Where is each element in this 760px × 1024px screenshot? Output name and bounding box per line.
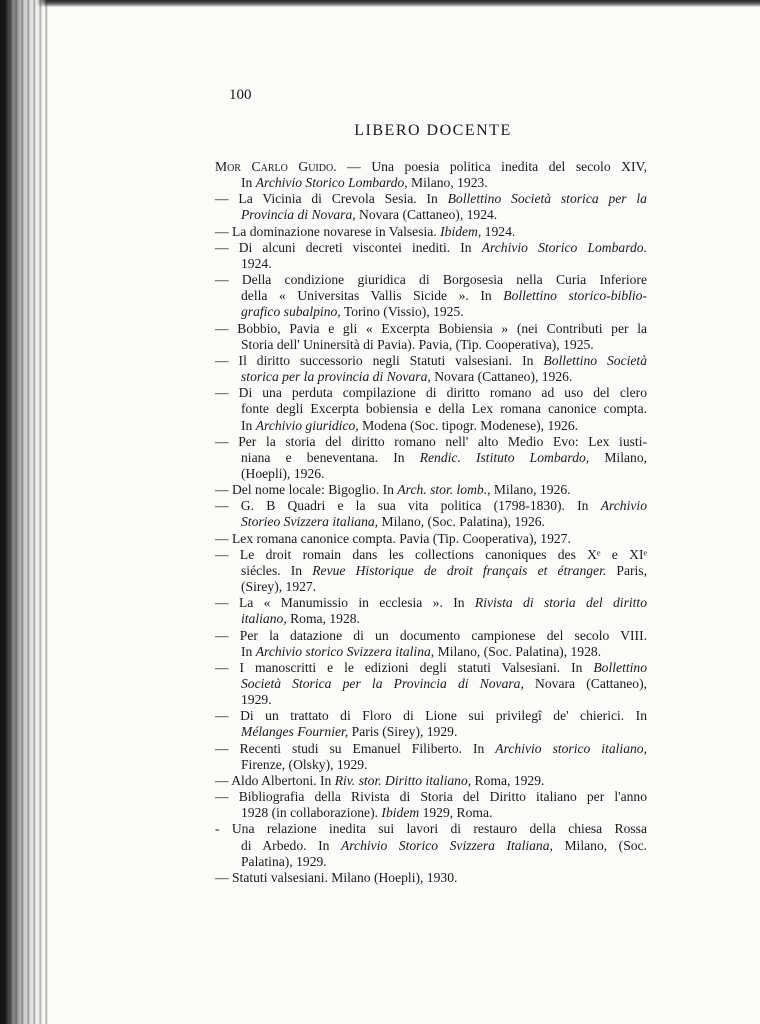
entry-text: fonte degli Excerpta bobiensia e della Lex romana canonice compta. [241,401,647,417]
entry-text: Milano, (Soc. [552,837,647,853]
entry-text: Milano, (Soc. Palatina), 1928. [434,643,602,659]
bibliography-entry [215,224,647,240]
entry-line [215,579,647,595]
bibliography-entry [215,272,647,320]
entry-line [215,531,647,547]
italic-title: Rivista di storia del diritto [474,595,647,611]
entry-text: — Per la storia del diritto romano nell' alto Medio Evo: Lex iusti- [215,433,647,449]
italic-title: Revue Historique de droit français et étranger. [312,562,607,578]
entry-text: Modena (Soc. tipogr. Modenese), 1926. [358,417,579,433]
entry-line [215,369,647,385]
entry-text: — Di una perduta compilazione di diritto romano ad uso del clero [215,385,647,401]
scan-top-edge [0,0,760,7]
entry-text: (Sirey), 1927. [241,579,317,595]
entry-text: siécles. In [241,562,313,578]
bibliography-entry [215,353,647,385]
entry-line [215,757,647,773]
italic-title: Riv. stor. Diritto italiano, [334,772,472,788]
entry-line [215,482,647,498]
entry-line [215,321,647,337]
bibliography-entry [215,191,647,223]
entry-text: — La Vicinia di Crevola Sesia. In [215,191,448,207]
bibliography-entry [215,595,647,627]
entry-text: — Il diritto successorio negli Statuti valsesiani. In [215,352,544,368]
bibliography-entry [215,547,647,595]
italic-title: Bollettino Società [543,352,647,368]
italic-title: Archivio storico italiano, [495,740,647,756]
entry-text: Storia dell' Uninersità di Pavia). Pavia, (Tip. Cooperativa), 1925. [241,336,594,352]
bibliography-entry [215,159,647,191]
entry-line [215,418,647,434]
entry-text: — Una poesia politica inedita del secolo XIV, [336,159,647,174]
entry-line [215,708,647,724]
entry-line [215,434,647,450]
italic-title: Ibidem [381,805,420,821]
entry-text: — La « Manumissio in ecclesia ». In [215,595,475,611]
entry-line [215,159,647,175]
entry-text: — I manoscritti e le edizioni degli statuti Valsesiani. In [215,659,594,675]
entry-line [215,563,647,579]
entry-text: Paris (Sirey), 1929. [348,724,458,740]
entry-text: — Bobbio, Pavia e gli « Excerpta Bobiensia » (nei Contributi per la [215,320,647,336]
entry-text: Novara (Cattaneo), 1926. [430,369,573,385]
entry-text: — Statuti valsesiani. Milano (Hoepli), 1930. [215,869,458,885]
bibliography-entry [215,821,647,869]
bibliography-entry [215,385,647,433]
entry-line [215,644,647,660]
entry-line [215,611,647,627]
entry-text: Novara (Cattaneo), [523,676,647,691]
bibliography-entry [215,870,647,886]
entry-text: 1929. [241,692,272,708]
entry-text: — La dominazione novarese in Valsesia. [215,223,441,239]
italic-title: italiano, [241,611,287,627]
entry-line [215,628,647,644]
entry-line [215,288,647,304]
entry-text: Roma, 1929. [471,772,545,788]
bibliography-entry [215,660,647,708]
italic-title: Archivio Storico Svizzera Italiana, [340,837,553,853]
entry-line [215,450,647,466]
italic-title: Archivio Storico Lombardo. [481,239,647,255]
entry-line [215,773,647,789]
italic-title: Archivio [600,498,647,514]
italic-title: Provincia di Novara, [241,207,356,223]
entry-line [215,676,647,692]
entry-text: 1929, Roma. [419,805,493,821]
entry-line [215,224,647,240]
entry-line [215,191,647,207]
entry-line [215,805,647,821]
entry-line [215,353,647,369]
entry-text: — Per la datazione di un documento campionese del secolo VIII. [215,627,647,643]
entry-text: — Bibliografia della Rivista di Storia del Diritto italiano per l'anno [215,789,647,805]
italic-title: Ibidem, [440,223,482,239]
entry-text: — Del nome locale: Bigoglio. In [215,482,398,498]
italic-title: Mélanges Fournier, [241,724,349,740]
entry-text: 1928 (in collaborazione). [241,805,382,821]
entry-line [215,660,647,676]
entry-text: (Hoepli), 1926. [241,465,325,481]
italic-title: storica per la provincia di Novara, [241,369,431,385]
entry-line [215,692,647,708]
entry-line [215,595,647,611]
entry-text: In [241,175,256,191]
entry-text: Paris, [606,562,647,578]
entry-line [215,207,647,223]
italic-title: Bollettino Società storica per la [447,191,647,207]
bibliography-entry [215,531,647,547]
entry-text: — Aldo Albertoni. In [215,772,335,788]
entry-text: Torino (Vissio), 1925. [340,304,464,320]
page-title: LIBERO DOCENTE [354,122,512,139]
italic-title: Archivio Storico Lombardo, [255,175,408,191]
entry-line [215,741,647,757]
italic-title: Rendic. Istituto Lombardo, [419,449,590,465]
entry-text: niana e beneventana. In [241,449,420,465]
entry-line [215,175,647,191]
entry-text: Firenze, (Olsky), 1929. [241,756,368,772]
bibliography-entry [215,498,647,530]
entry-line [215,838,647,854]
entry-line [215,821,647,837]
entry-line [215,870,647,886]
entry-line [215,385,647,401]
entry-line [215,547,647,563]
bibliography-entry [215,708,647,740]
entry-text: In [241,643,256,659]
italic-title: Archivio storico Svizzera italina, [255,643,435,659]
entry-text: — Lex romana canonice compta. Pavia (Tip. Cooperativa), 1927. [215,530,571,546]
italic-title: Società Storica per la Provincia di Novara, [241,676,524,691]
entry-text: 1924. [241,255,272,271]
entry-line [215,401,647,417]
bibliography-entry [215,628,647,660]
entry-line [215,724,647,740]
entry-text: di Arbedo. In [241,837,341,853]
entry-text: Milano, (Soc. Palatina), 1926. [378,514,545,530]
entry-text: Roma, 1928. [286,611,360,627]
entry-text: — Le droit romain dans les collections canoniques des Xᵉ e XIᵉ [215,546,647,562]
entry-line [215,466,647,482]
entry-line [215,337,647,353]
italic-title: Bollettino [593,659,647,675]
entry-text: Milano, [589,449,648,465]
bibliography-list [215,159,647,886]
entry-line [215,498,647,514]
entry-text: In [241,417,256,433]
bibliography-entry [215,240,647,272]
entry-text: — Di un trattato di Floro di Lione sui privilegî de' chierici. In [215,708,647,724]
entry-line [215,272,647,288]
entry-text: — Della condizione giuridica di Borgosesia nella Curia Inferiore [215,272,647,288]
entry-line [215,789,647,805]
bibliography-entry [215,789,647,821]
entry-text: Novara (Cattaneo), 1924. [355,207,498,223]
entry-text: - Una relazione inedita sui lavori di restauro della chiesa Rossa [215,821,647,837]
entry-line [215,854,647,870]
entry-line [215,240,647,256]
entry-line [215,304,647,320]
page-number: 100 [229,87,252,103]
italic-title: Archivio giuridico, [255,417,359,433]
entry-line [215,514,647,530]
scan-binding-edge [0,0,48,1024]
italic-title: Storieo Svizzera italiana, [241,514,379,530]
entry-text: — Recenti studi su Emanuel Filiberto. In [215,740,496,756]
entry-text: Milano, 1926. [490,482,571,498]
bibliography-entry [215,434,647,482]
bibliography-entry [215,321,647,353]
entry-text: della « Universitas Vallis Sicide ». In [241,288,504,304]
bibliography-entry [215,773,647,789]
bibliography-entry [215,741,647,773]
bibliography-entry [215,482,647,498]
italic-title: Bollettino storico-biblio- [503,288,648,304]
entry-text: Milano, 1923. [407,175,488,191]
italic-title: grafico subalpino, [241,304,341,320]
entry-text: Palatina), 1929. [241,853,327,869]
italic-title: Arch. stor. lomb., [397,482,491,498]
author-name: Mor Carlo Guido. [215,159,337,174]
entry-text: — Di alcuni decreti viscontei inediti. In [215,239,482,255]
entry-text: — G. B Quadri e la sua vita politica (1798-1830). In [215,498,601,514]
entry-line [215,256,647,272]
entry-text: 1924. [481,223,516,239]
